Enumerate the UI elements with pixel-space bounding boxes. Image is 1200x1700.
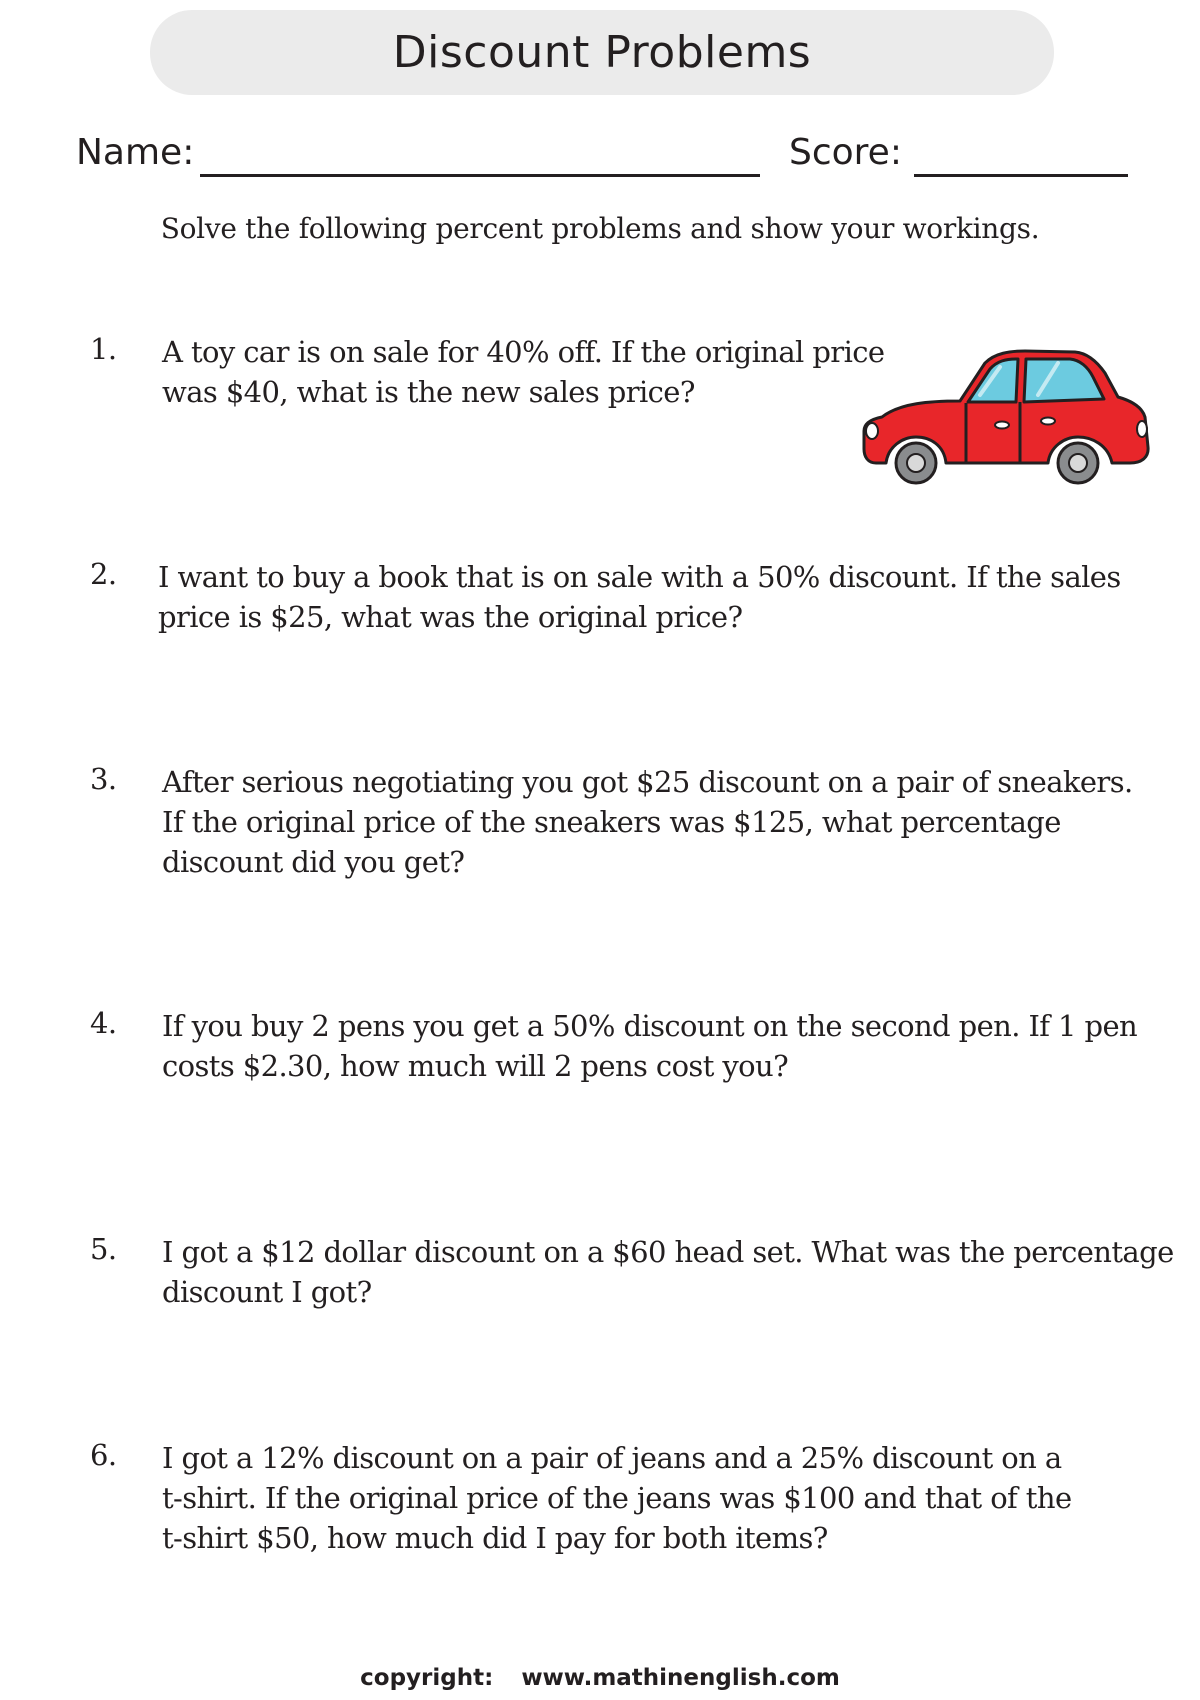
problem-text: I got a 12% discount on a pair of jeans and a 25% discount on a t-shirt. If the original price of the jeans was $100 and that of the t-shirt $50, how much did I pay for both items? — [162, 1441, 1072, 1555]
name-label: Name: — [76, 132, 195, 173]
copyright-label: copyright: — [360, 1665, 494, 1691]
problem-number: 2. — [90, 557, 117, 591]
car-taillight — [1137, 421, 1147, 437]
toy-car-icon — [860, 345, 1150, 495]
car-wheel-front — [896, 443, 936, 483]
car-wheel-rear — [1058, 443, 1098, 483]
car-door-handle — [995, 422, 1009, 429]
score-label: Score: — [789, 132, 902, 173]
car-headlight — [866, 423, 878, 439]
problem-number: 3. — [90, 762, 117, 796]
problem-number: 4. — [90, 1006, 117, 1040]
instructions: Solve the following percent problems and show your workings. — [160, 212, 1040, 245]
page-title: Discount Problems — [392, 27, 812, 78]
car-door-handle — [1041, 418, 1055, 425]
problem-text: After serious negotiating you got $25 discount on a pair of sneakers. If the original price of the sneakers was $125, what percentage discount did you get? — [162, 765, 1133, 879]
problem-text: If you buy 2 pens you get a 50% discount on the second pen. If 1 pen costs $2.30, how much will 2 pens cost you? — [162, 1009, 1138, 1083]
name-blank-line — [200, 174, 760, 177]
score-blank-line — [914, 174, 1128, 177]
student-info-row — [76, 132, 1130, 182]
title-banner — [150, 10, 1054, 95]
problem-number: 6. — [90, 1438, 117, 1472]
problem-text: I want to buy a book that is on sale with a 50% discount. If the sales price is $25, what was the original price? — [158, 560, 1121, 634]
problem-text: A toy car is on sale for 40% off. If the original price was $40, what is the new sales price? — [162, 335, 885, 409]
copyright-footer — [0, 1665, 1200, 1691]
problem-text: I got a $12 dollar discount on a $60 head set. What was the percentage discount I got? — [162, 1235, 1174, 1309]
problem-number: 1. — [90, 332, 117, 366]
problem-number: 5. — [90, 1232, 117, 1266]
website-link: www.mathinenglish.com — [521, 1665, 840, 1691]
